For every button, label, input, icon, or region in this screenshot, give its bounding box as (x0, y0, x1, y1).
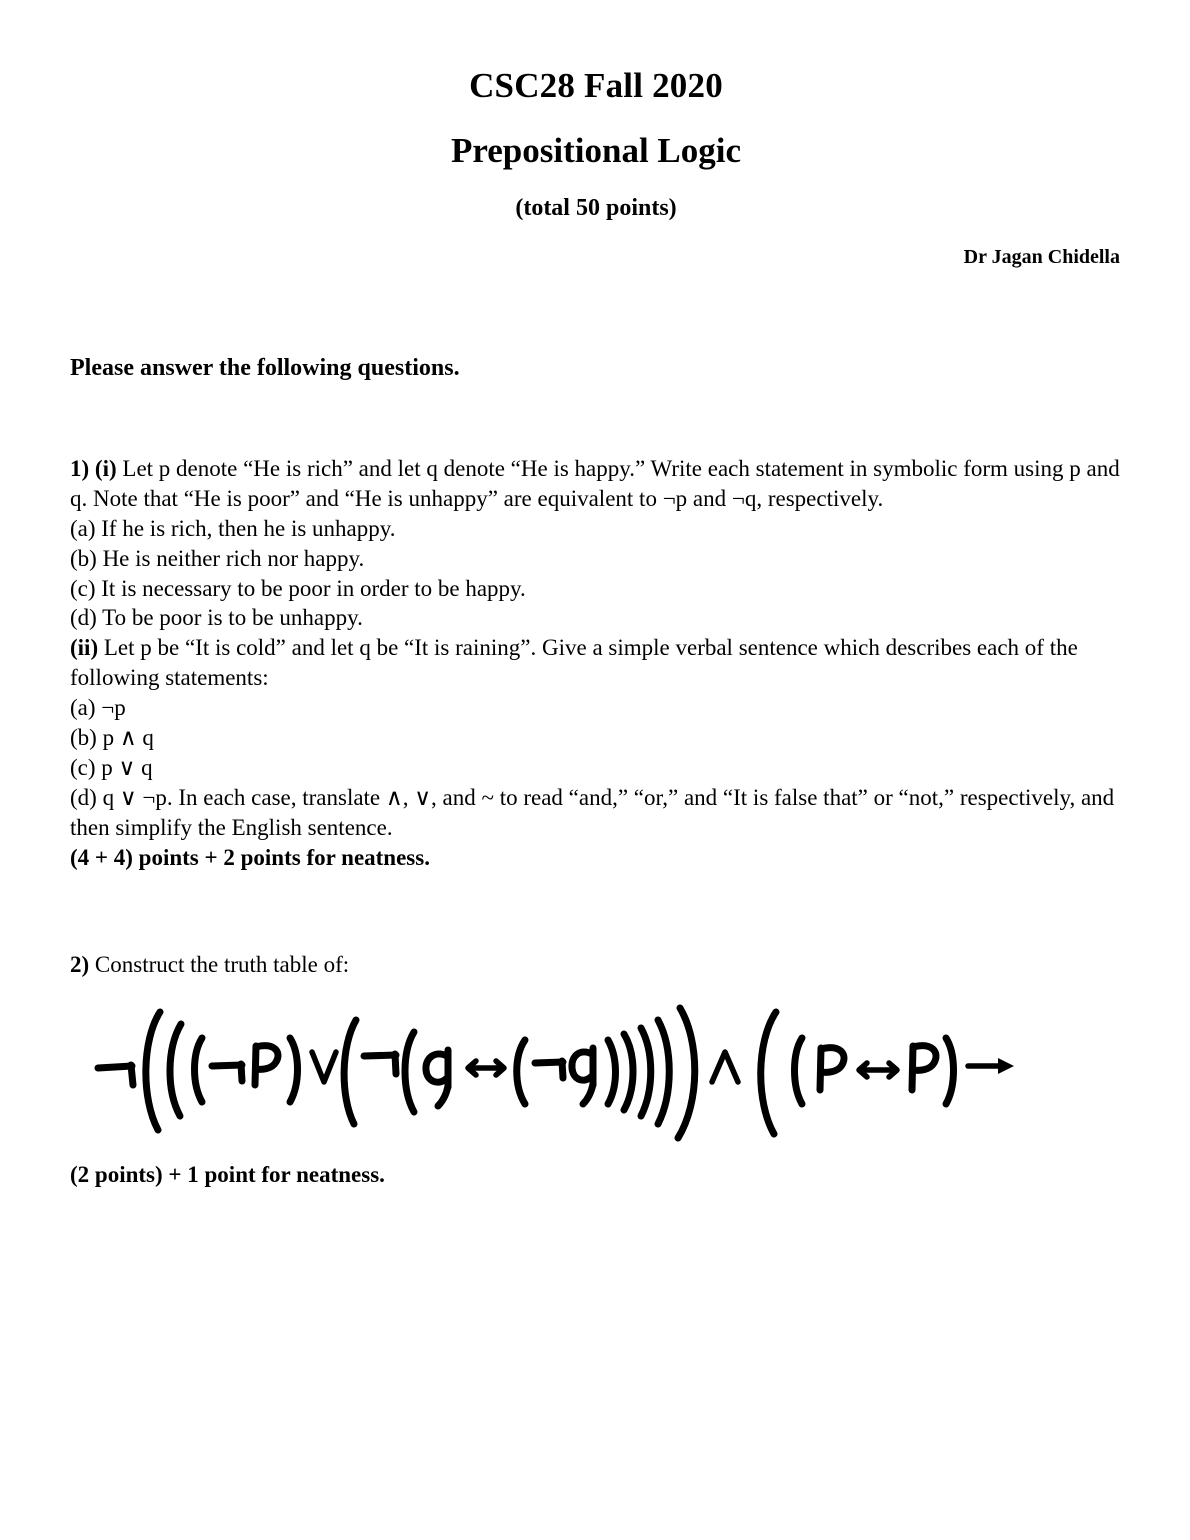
question-1-part-ii (70, 633, 1122, 693)
question-1 (70, 454, 1122, 872)
list-item: (d) To be poor is to be unhappy. (70, 605, 363, 631)
question-1-part-i-text: Let p denote “He is rich” and let q denote “He is happy.” Write each statement in symbolic form using p and q. Note that “He is poor” and “He is unhappy” are equivalent to ¬p and ¬q, respectively. (70, 456, 1120, 511)
document-content (70, 0, 1122, 1190)
question-2-number: 2) (70, 952, 90, 978)
question-2-points: (2 points) + 1 point for neatness. (70, 1162, 385, 1188)
question-2-prompt (70, 950, 1122, 980)
list-item: (b) He is neither rich nor happy. (70, 545, 365, 571)
handwritten-formula (84, 990, 1044, 1160)
biconditional-arrow-glyph (468, 1061, 504, 1075)
question-2 (70, 950, 1122, 1190)
question-1-part-i (70, 454, 1122, 514)
question-1-points: (4 + 4) points + 2 points for neatness. (70, 844, 430, 870)
question-1-part-ii-text: Let p be “It is cold” and let q be “It is raining”. Give a simple verbal sentence which describes each of the following statements: (70, 635, 1078, 691)
question-2-text: Construct the truth table of: (89, 952, 350, 978)
question-1-part-i-label: (i) (94, 456, 117, 481)
question-1-part-ii-label: (ii) (70, 635, 99, 661)
list-item: (b) p ∧ q (70, 725, 154, 751)
course-title: CSC28 Fall 2020 (469, 66, 723, 105)
list-item: (d) q ∨ ¬p. In each case, translate ∧, ∨, and ~ to read “and,” “or,” and “It is false that” or “not,” respectively, and then simplify the English sentence. (70, 784, 1115, 840)
total-points: (total 50 points) (515, 195, 677, 221)
biconditional-arrow-glyph (859, 1063, 897, 1077)
author-name: Dr Jagan Chidella (963, 246, 1120, 268)
question-1-number: 1) (70, 456, 90, 481)
not-symbol-glyph (98, 1065, 133, 1085)
list-item: (a) If he is rich, then he is unhappy. (70, 515, 396, 541)
list-item: (c) It is necessary to be poor in order to be happy. (70, 575, 526, 601)
list-item: (c) p ∨ q (70, 754, 153, 780)
instruction-heading: Please answer the following questions. (70, 355, 460, 381)
implication-arrow-glyph (968, 1058, 1014, 1074)
list-item: (a) ¬p (70, 695, 126, 721)
topic-title: Prepositional Logic (450, 131, 742, 170)
